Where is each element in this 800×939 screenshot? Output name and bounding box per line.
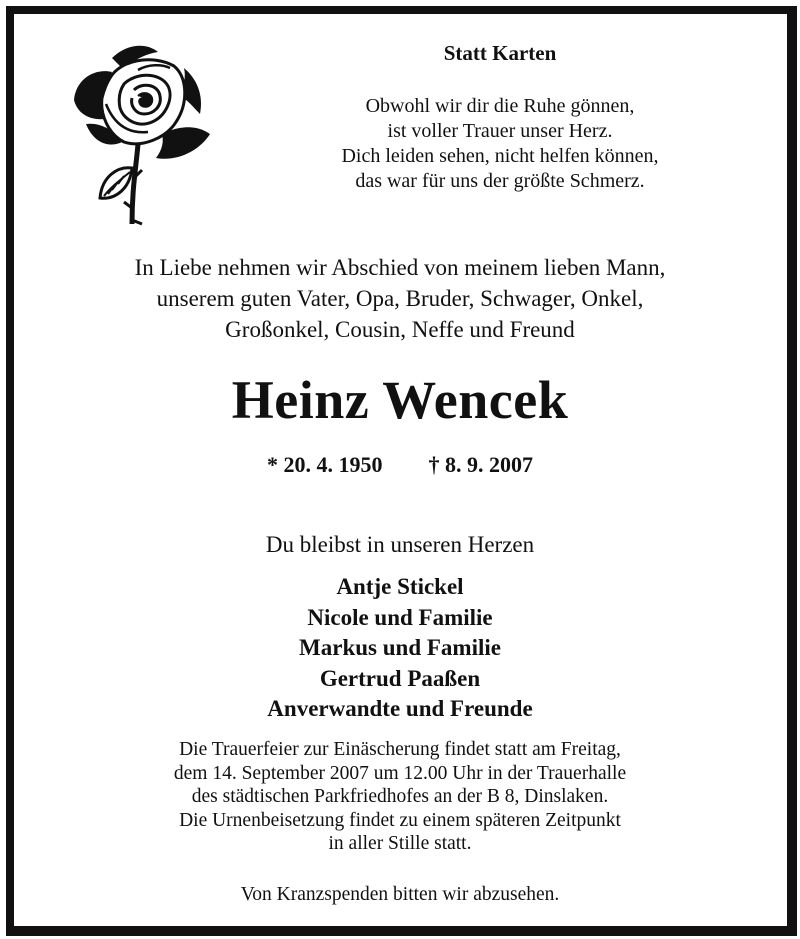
header-title: Statt Karten (443, 41, 557, 65)
header-block (300, 38, 700, 194)
death-date: † 8. 9. 2007 (428, 452, 533, 477)
intro-line: unserem guten Vater, Opa, Bruder, Schwager, Onkel, (156, 286, 644, 311)
service-line: in aller Stille statt. (328, 833, 472, 854)
poem-line: Obwohl wir dir die Ruhe gönnen, (365, 95, 635, 117)
intro-text (20, 252, 780, 345)
rose-icon (66, 38, 216, 228)
service-info (0, 738, 800, 856)
life-dates (0, 450, 800, 480)
intro-line: In Liebe nehmen wir Abschied von meinem lieben Mann, (134, 255, 666, 280)
intro-line: Großonkel, Cousin, Neffe und Freund (225, 317, 575, 342)
mourner: Anverwandte und Freunde (267, 696, 533, 721)
mourner: Antje Stickel (336, 574, 464, 599)
mourners-list (0, 572, 800, 725)
poem-line: Dich leiden sehen, nicht helfen können, (341, 145, 659, 167)
poem-line: ist voller Trauer unser Herz. (387, 120, 613, 142)
birth-date: * 20. 4. 1950 (267, 452, 383, 477)
poem-line: das war für uns der größte Schmerz. (355, 170, 645, 192)
service-line: dem 14. September 2007 um 12.00 Uhr in der Trauerhalle (173, 762, 627, 784)
wreath-note: Von Kranzspenden bitten wir abzusehen. (240, 884, 560, 905)
mourner: Nicole und Familie (307, 604, 493, 630)
mourner: Markus und Familie (299, 635, 501, 660)
deceased-name: Heinz Wencek (231, 370, 569, 430)
service-line: Die Trauerfeier zur Einäscherung findet statt am Freitag, (179, 739, 621, 760)
service-line: des städtischen Parkfriedhofes an der B 8, Dinslaken. (191, 786, 609, 807)
closing-phrase: Du bleibst in unseren Herzen (265, 532, 535, 557)
poem (300, 94, 700, 194)
mourner: Gertrud Paaßen (319, 665, 481, 691)
service-line: Die Urnenbeisetzung findet zu einem späteren Zeitpunkt (179, 809, 621, 831)
